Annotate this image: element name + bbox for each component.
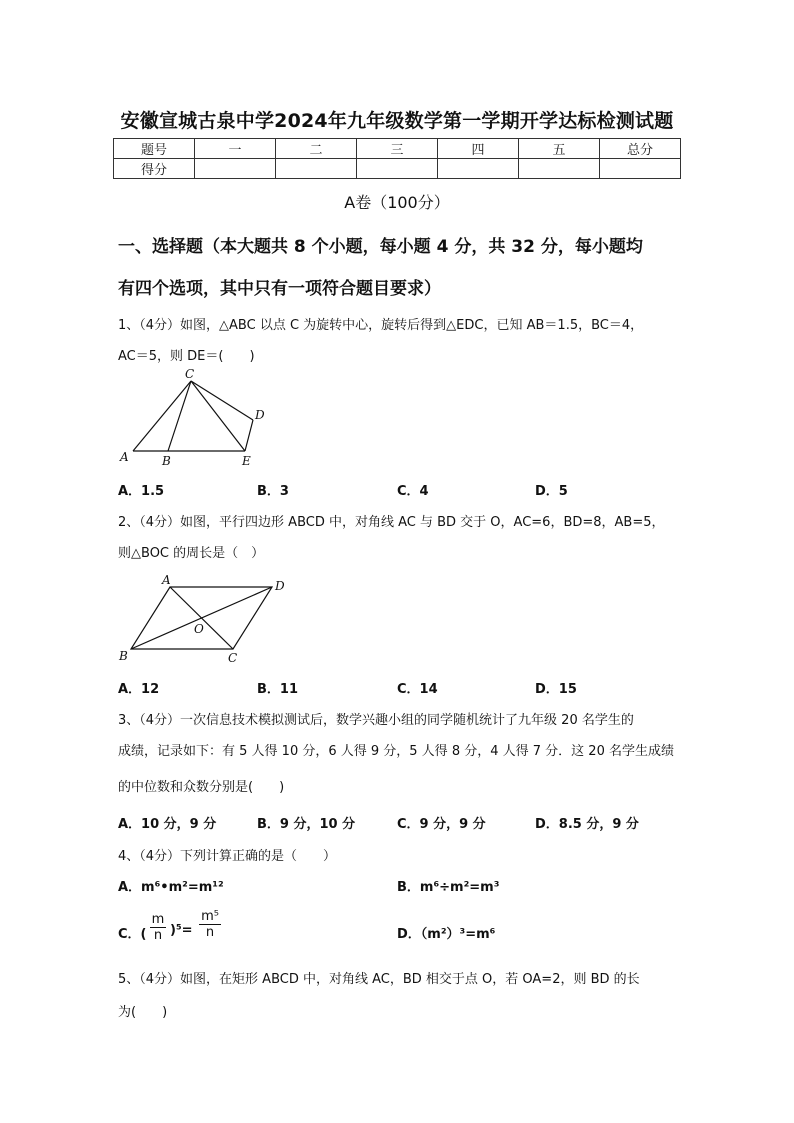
line-ac [133,381,191,451]
diagonal-bd [131,587,272,649]
label-o: O [194,622,204,636]
question-3-option-c[interactable]: C．9 分，9 分 [397,817,486,832]
section-heading-line2: 有四个选项，其中只有一项符合题目要求） [118,279,441,299]
question-3-line2: 成绩，记录如下：有 5 人得 10 分，6 人得 9 分，5 人得 8 分，4 人得 7 分．这 20 名学生成绩 [118,744,674,759]
question-3-line1: 3、（4分）一次信息技术模拟测试后，数学兴趣小组的同学随机统计了九年级 20 名学生的 [118,713,634,728]
question-5-line2: 为( ) [118,1005,168,1020]
label-a: A [120,450,129,464]
question-2-line1: 2、（4分）如图，平行四边形 ABCD 中，对角线 AC 与 BD 交于 O，AC=6，BD=8，AB=5， [118,515,665,530]
line-cd [191,381,253,420]
question-5-line1: 5、（4分）如图，在矩形 ABCD 中，对角线 AC，BD 相交于点 O，若 OA=2，则 BD 的长 [118,972,640,987]
label-a: A [162,573,171,587]
question-4-line1: 4、（4分）下列计算正确的是（ ） [118,849,337,864]
question-3-option-a[interactable]: A．10 分，9 分 [118,817,217,832]
option-c-fraction [150,912,166,943]
question-1-option-d[interactable]: D．5 [535,484,568,499]
score-table-header-row [114,139,681,159]
line-ec [191,381,245,451]
score-cell: 一 [195,139,276,159]
question-2-line2: 则△BOC 的周长是（ ） [118,546,265,561]
question-2-option-a[interactable]: A．12 [118,682,160,697]
line-bc [168,381,191,451]
label-d: D [255,408,265,422]
question-1-figure [115,365,275,470]
score-cell: 总分 [600,139,681,159]
score-table [113,138,681,179]
option-c-result-fraction [199,909,221,940]
label-b: B [119,649,128,663]
fraction-numerator: m [151,912,165,927]
question-4-option-a[interactable]: A．m⁶•m²=m¹² [118,880,224,895]
question-2-option-d[interactable]: D．15 [535,682,577,697]
question-1-option-a[interactable]: A．1.5 [118,484,165,499]
label-b: B [162,454,171,468]
line-de [245,420,253,451]
score-cell: 五 [519,139,600,159]
question-1-option-c[interactable]: C．4 [397,484,429,499]
score-table-score-row [114,159,681,179]
question-1-line1: 1、（4分）如图，△ABC 以点 C 为旋转中心，旋转后得到△EDC，已知 AB＝1.5，BC＝4， [118,318,644,333]
score-cell-empty [195,159,276,179]
part-heading: A卷（100分） [344,193,450,212]
question-3-option-b[interactable]: B．9 分，10 分 [257,817,356,832]
section-heading-line1: 一、选择题（本大题共 8 个小题，每小题 4 分，共 32 分，每小题均 [118,237,643,257]
question-2-option-b[interactable]: B．11 [257,682,298,697]
label-e: E [242,454,251,468]
question-4-option-b[interactable]: B．m⁶÷m²=m³ [397,880,500,895]
page-title: 安徽宣城古泉中学2024年九年级数学第一学期开学达标检测试题 [120,110,674,132]
score-cell: 四 [438,139,519,159]
option-c-prefix: C．( [118,927,147,942]
score-cell-empty [357,159,438,179]
score-cell-empty [519,159,600,179]
question-4-option-d[interactable]: D．（m²）³=m⁶ [397,927,496,942]
question-3-option-d[interactable]: D．8.5 分，9 分 [535,817,639,832]
score-cell-empty [276,159,357,179]
score-cell: 题号 [114,139,195,159]
score-cell-empty [438,159,519,179]
score-cell: 三 [357,139,438,159]
question-2-option-c[interactable]: C．14 [397,682,438,697]
fraction-denominator: n [150,927,166,943]
score-cell: 得分 [114,159,195,179]
label-c: C [228,651,238,665]
label-c: C [185,367,195,381]
score-cell: 二 [276,139,357,159]
fraction-numerator: m⁵ [201,909,219,924]
label-d: D [275,579,285,593]
fraction-denominator: n [199,924,221,940]
score-cell-empty [600,159,681,179]
question-3-line3: 的中位数和众数分别是( ) [118,780,285,795]
question-1-option-b[interactable]: B．3 [257,484,289,499]
question-2-figure [115,570,295,665]
option-c-mid: )⁵= [170,923,193,938]
question-1-line2: AC＝5，则 DE＝( ) [118,349,255,364]
